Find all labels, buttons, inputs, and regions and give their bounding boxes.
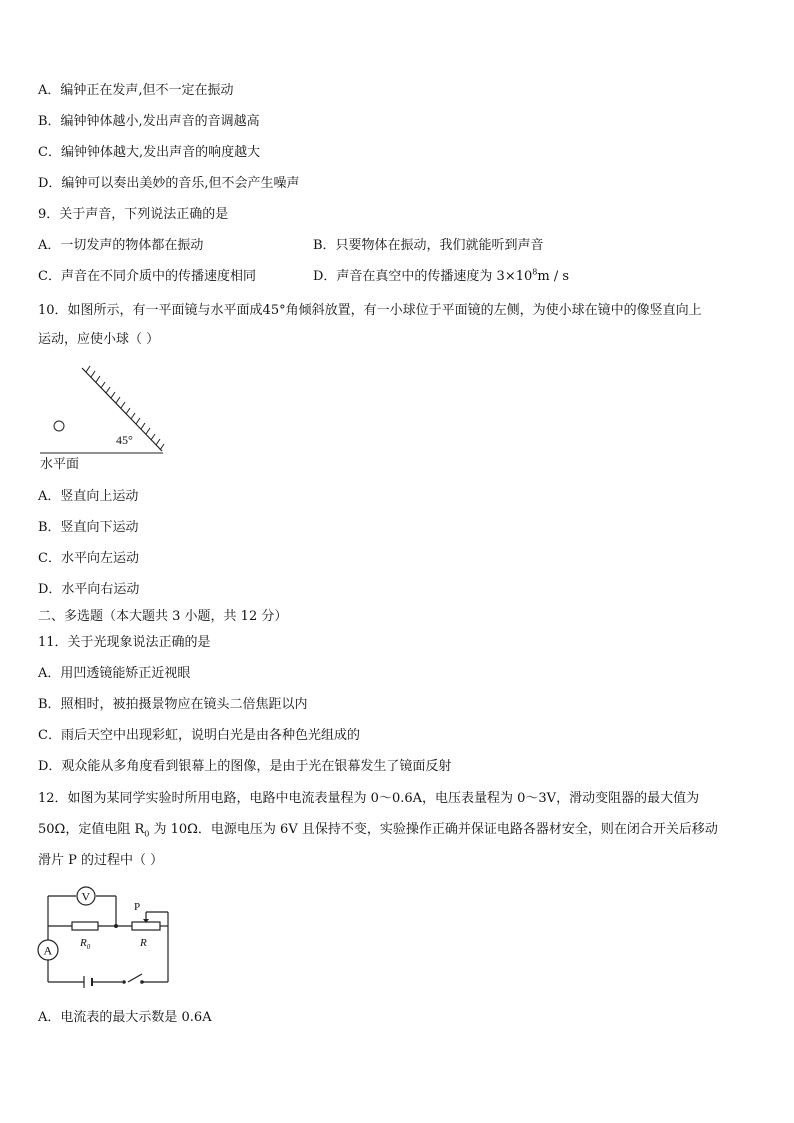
q10-stem-line1: 10．如图所示，有一平面镜与水平面成45°角倾斜放置，有一小球位于平面镜的左侧，为使小球在镜中的像竖直向上 <box>38 303 702 318</box>
q9-option-d-unit: m / s <box>537 269 570 284</box>
q9-stem: 9．关于声音，下列说法正确的是 <box>38 207 229 222</box>
angle-label: 45° <box>116 433 133 447</box>
junction-dot <box>114 924 118 928</box>
q12-stem-line2-text: 50Ω，定值电阻 R <box>38 822 145 837</box>
rheostat-label: R <box>140 937 147 949</box>
q9-option-a: A．一切发声的物体都在振动 <box>38 238 204 253</box>
q8-option-b: B．编钟钟体越小,发出声音的音调越高 <box>38 114 260 129</box>
q10-mirror-figure <box>38 362 173 474</box>
q12-option-a: A．电流表的最大示数是 0.6A <box>38 1010 212 1025</box>
q11-option-d: D．观众能从多角度看到银幕上的图像，是由于光在银幕发生了镜面反射 <box>38 759 452 774</box>
q11-option-c: C．雨后天空中出现彩虹，说明白光是由各种色光组成的 <box>38 728 360 743</box>
resistor-r0-label: $R_0$ <box>80 937 91 951</box>
q10-option-a: A．竖直向上运动 <box>38 489 139 504</box>
q11-stem: 11．关于光现象说法正确的是 <box>38 635 211 650</box>
q12-circuit-figure <box>36 882 181 992</box>
section-heading: 二、多选题（本大题共 3 小题，共 12 分） <box>38 609 288 624</box>
q10-option-c: C．水平向左运动 <box>38 551 139 566</box>
q12-stem-line1: 12．如图为某同学实验时所用电路，电路中电流表量程为 0～0.6A，电压表量程为 0～3V，滑动变阻器的最大值为 <box>38 791 700 806</box>
q11-option-b: B．照相时，被拍摄景物应在镜头二倍焦距以内 <box>38 697 308 712</box>
q9-option-d-text: D．声音在真空中的传播速度为 3×10 <box>313 269 533 284</box>
q9-option-c: C．声音在不同介质中的传播速度相同 <box>38 269 256 284</box>
q11-option-a: A．用凹透镜能矫正近视眼 <box>38 666 191 681</box>
q12-stem-line2-rest: 为 10Ω．电源电压为 6V 且保持不变，实验操作正确并保证电路各器材安全，则在闭合开关后移动 <box>149 822 718 837</box>
q10-stem-line2: 运动，应使小球（ ） <box>38 332 160 347</box>
switch-contact-left <box>122 980 126 984</box>
q8-option-a: A．编钟正在发声,但不一定在振动 <box>38 83 234 98</box>
rheostat-r <box>132 922 160 930</box>
voltmeter-label: V <box>81 889 91 904</box>
ammeter-label: A <box>43 943 53 958</box>
slider-label: P <box>134 901 141 913</box>
q9-option-b: B．只要物体在振动，我们就能听到声音 <box>313 238 544 253</box>
q9-option-d <box>313 268 569 286</box>
q9-option-d-exponent: 8 <box>532 267 538 277</box>
switch-contact-right <box>140 980 144 984</box>
q12-stem-line2 <box>38 821 718 839</box>
ball <box>54 421 64 431</box>
resistor-r0 <box>72 922 98 930</box>
q12-stem-line3: 滑片 P 的过程中（ ） <box>38 853 164 868</box>
q10-option-b: B．竖直向下运动 <box>38 520 139 535</box>
q12-r0-subscript: 0 <box>144 829 150 839</box>
q8-option-d: D．编钟可以奏出美妙的音乐,但不会产生噪声 <box>38 176 300 191</box>
q8-option-c: C．编钟钟体越大,发出声音的响度越大 <box>38 145 261 160</box>
ground-label: 水平面 <box>40 456 80 471</box>
q10-option-d: D．水平向右运动 <box>38 582 140 597</box>
